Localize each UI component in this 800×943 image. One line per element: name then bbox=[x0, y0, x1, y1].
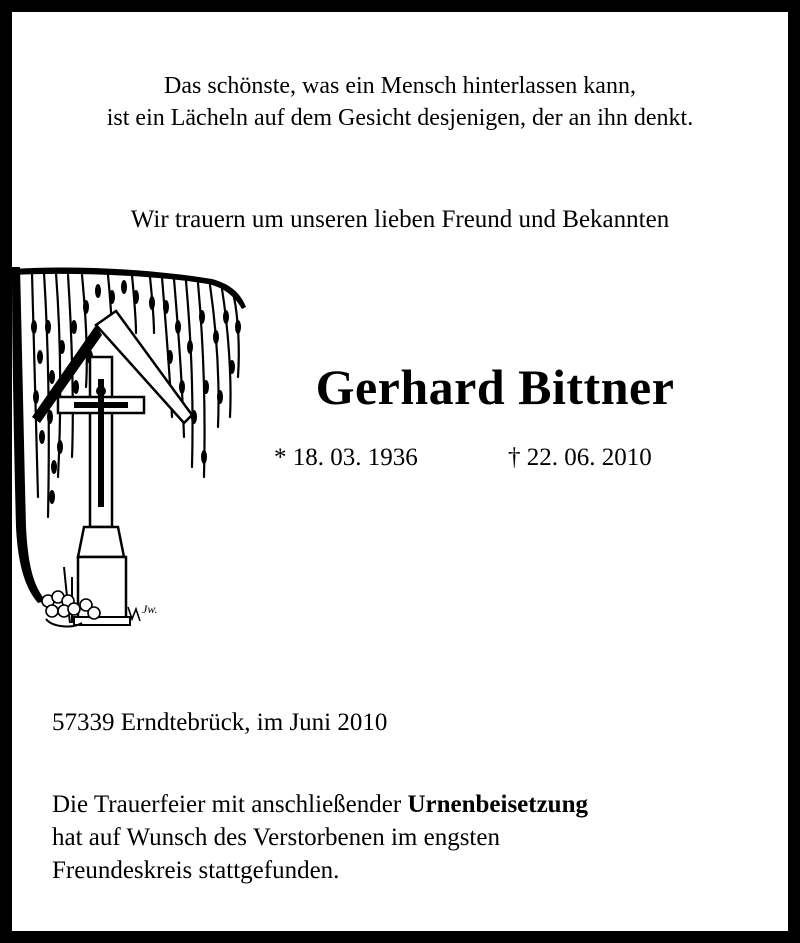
quote-line-1: Das schönste, was ein Mensch hinterlassen kann, bbox=[164, 73, 636, 99]
quote-line-2: ist ein Lächeln auf dem Gesicht desjenigen, der an ihn denkt. bbox=[106, 105, 694, 131]
death-date: † 22. 06. 2010 bbox=[508, 444, 652, 471]
funeral-line-3: Freundeskreis stattgefunden. bbox=[52, 857, 340, 884]
mourning-line: Wir trauern um unseren lieben Freund und Bekannten bbox=[130, 206, 670, 233]
funeral-text-before: Die Trauerfeier mit anschließender bbox=[52, 791, 408, 818]
funeral-line-1 bbox=[52, 788, 772, 821]
funeral-bold-word: Urnenbeisetzung bbox=[407, 791, 588, 818]
artist-signature: Jw. bbox=[142, 602, 158, 616]
place-date: 57339 Erndtebrück, im Juni 2010 bbox=[52, 709, 388, 736]
willow-cross-icon bbox=[12, 267, 248, 632]
funeral-line-2: hat auf Wunsch des Verstorbenen im engsten bbox=[52, 824, 500, 851]
birth-date: * 18. 03. 1936 bbox=[274, 444, 418, 471]
obituary-card bbox=[12, 12, 788, 931]
deceased-name: Gerhard Bittner bbox=[315, 359, 675, 415]
memorial-quote bbox=[12, 70, 788, 134]
funeral-notice bbox=[52, 788, 772, 887]
